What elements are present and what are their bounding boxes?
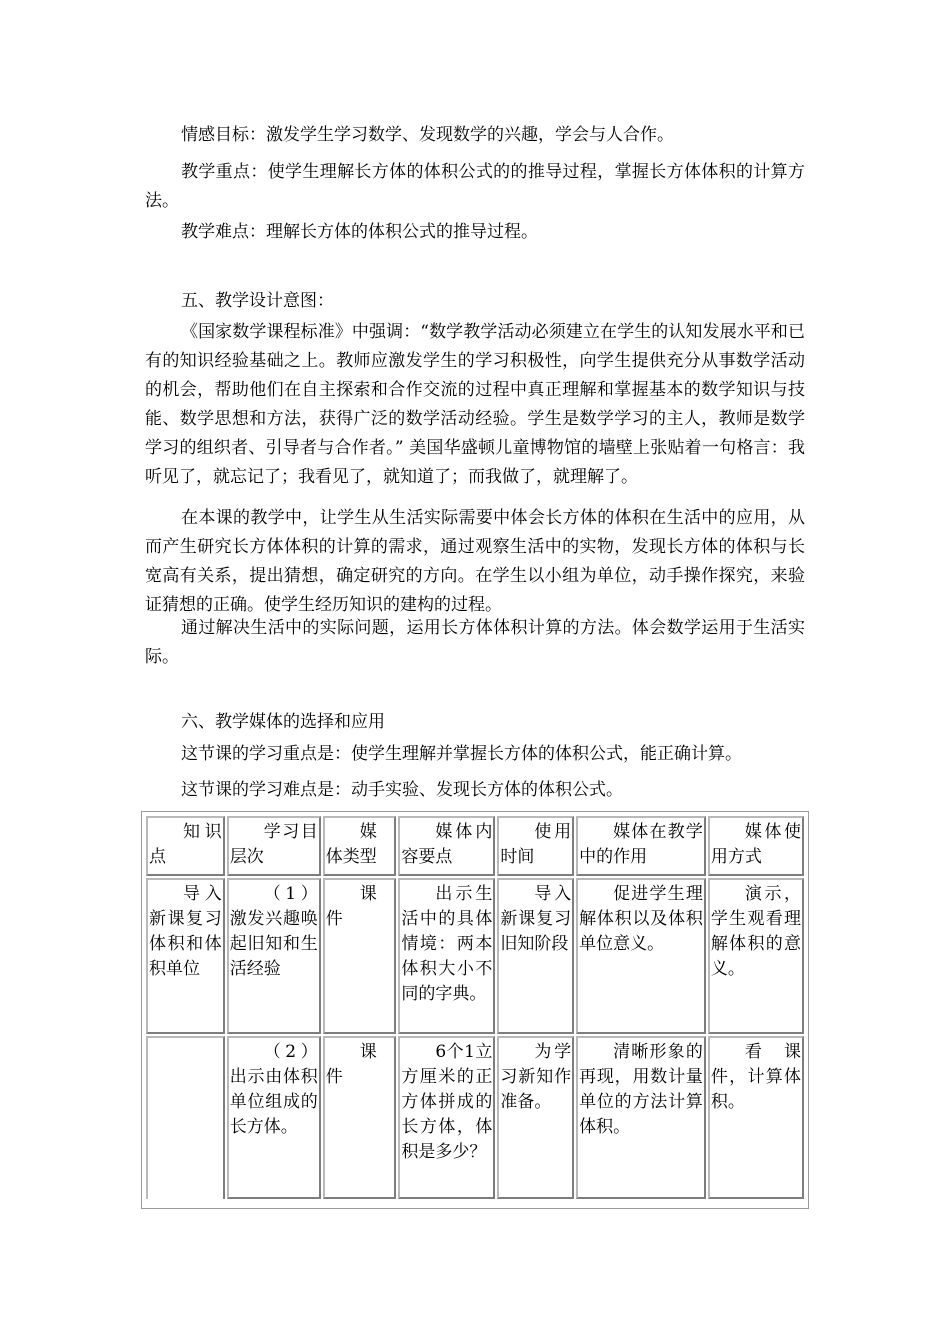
header-usage-time: 使用时间 (497, 816, 574, 876)
section-5-heading: 五、教学设计意图： (181, 291, 334, 311)
key-point-paragraph: 教学重点：使学生理解长方体的体积公式的的推导过程，掌握长方体体积的计算方法。 (145, 162, 805, 211)
cell-usage-time: 导入新课复习旧知阶段 (497, 878, 574, 1034)
cell-media-type: 课件 (323, 878, 397, 1034)
cell-knowledge-point: 导入新课复习体积和体积单位 (146, 878, 225, 1034)
cell-media-content: 出示生活中的具体情境：两本体积大小不同的字典。 (398, 878, 495, 1034)
cell-learning-level: （2）出示由体积单位组成的长方体。 (227, 1036, 321, 1199)
section-6-paragraph-1: 这节课的学习重点是：使学生理解并掌握长方体的体积公式，能正确计算。 (181, 744, 742, 764)
header-usage-method: 媒体使用方式 (708, 816, 804, 876)
cell-usage-time: 为学习新知作准备。 (497, 1036, 574, 1199)
cell-usage-method: 演示，学生观看理解体积的意义。 (708, 878, 804, 1034)
table-row (146, 1036, 804, 1199)
header-learning-level: 学习目层次 (227, 816, 321, 876)
header-knowledge-point: 知识 点 (146, 816, 225, 876)
difficulty-paragraph: 教学难点：理解长方体的体积公式的推导过程。 (181, 222, 538, 242)
cell-media-type: 课件 (323, 1036, 397, 1199)
section-5-paragraph-1: 《国家数学课程标准》中强调：“数学教学活动必须建立在学生的认知发展水平和已有的知识经验基础之上。教师应激发学生的学习积极性，向学生提供充分从事数学活动的机会，帮助他们在自主探索和合作交流的过程中真正理解和掌握基本的数学知识与技能、数学思想和方法，获得广泛的数学活动经验。学生是数学学习的主人，教师是数学学习的组织者、引导者与合作者。” 美国华盛顿儿童博物馆的墙壁上张贴着一句格言：我听见了，就忘记了；我看见了，就知道了；而我做了，就理解了。 (145, 322, 805, 487)
header-media-content: 媒体内容要点 (398, 816, 495, 876)
cell-learning-level: （1）激发兴趣唤起旧知和生活经验 (227, 878, 321, 1034)
section-6-paragraph-2: 这节课的学习难点是：动手实验、发现长方体的体积公式。 (181, 780, 623, 800)
header-media-role: 媒体在教学中的作用 (576, 816, 706, 876)
cell-media-content: 6个1立方厘米的正方体拼成的长方体，体积是多少？ (398, 1036, 495, 1199)
cell-media-role: 促进学生理解体积以及体积单位意义。 (576, 878, 706, 1034)
cell-usage-method: 看课件，计算体积。 (708, 1036, 804, 1199)
section-5-paragraph-3: 通过解决生活中的实际问题，运用长方体体积计算的方法。体会数学运用于生活实际。 (145, 618, 805, 667)
header-media-type: 媒体类型 (323, 816, 397, 876)
media-selection-table (144, 814, 806, 1201)
section-5-paragraph-2: 在本课的教学中，让学生从生活实际需要中体会长方体的体积在生活中的应用，从而产生研究长方体体积的计算的需求，通过观察生活中的实物，发现长方体的体积与长宽高有关系，提出猜想，确定研究的方向。在学生以小组为单位，动手操作探究，来验证猜想的正确。使学生经历知识的建构的过程。 (145, 508, 805, 615)
affective-goal-paragraph: 情感目标：激发学生学习数学、发现数学的兴趣，学会与人合作。 (181, 125, 674, 145)
cell-media-role: 清晰形象的再现，用数计量单位的方法计算体积。 (576, 1036, 706, 1199)
cell-knowledge-point-empty (146, 1036, 225, 1199)
table-header-row (146, 816, 804, 876)
section-6-heading: 六、教学媒体的选择和应用 (181, 712, 385, 732)
table-row (146, 878, 804, 1034)
media-table-frame (141, 811, 809, 1209)
